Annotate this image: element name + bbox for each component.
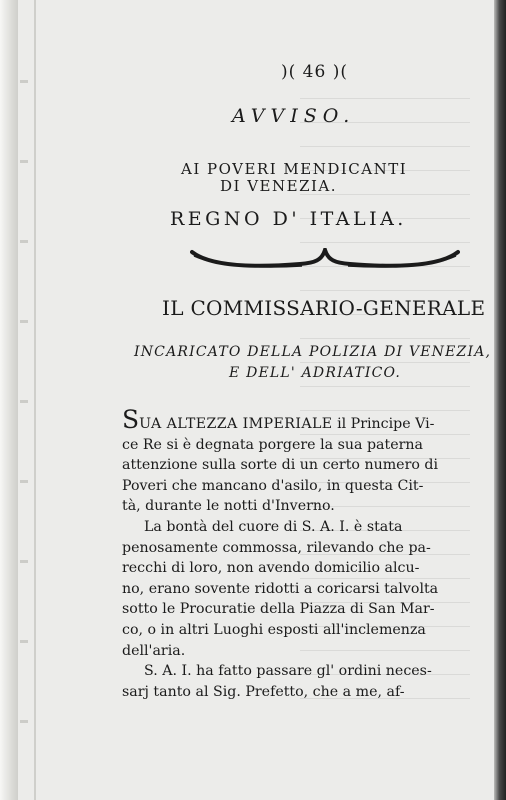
authority-heading: IL COMMISSARIO-GENERALE	[162, 296, 486, 320]
paragraph-3-line-2: sarj tanto al Sig. Prefetto, che a me, af-	[122, 683, 405, 700]
paragraph-1-line-5: tà, durante le notti d'Inverno.	[122, 498, 335, 515]
notice-body	[122, 405, 462, 702]
authority-subtitle-line-1: INCARICATO DELLA POLIZIA DI VENEZIA,	[134, 344, 492, 360]
addressee-line-2: DI VENEZIA.	[220, 177, 338, 195]
ornament-brace-icon	[190, 248, 460, 272]
notice-title: AVVISO.	[232, 105, 356, 127]
authority-subtitle-line-2: E DELL' ADRIATICO.	[229, 365, 402, 381]
paragraph-2-line-5: sotto le Procuratie della Piazza di San Mar-	[122, 601, 435, 618]
paragraph-1-line-4: Poveri che mancano d'asilo, in questa Cit-	[122, 477, 424, 494]
title-of-honor: UA ALTEZZA IMPERIALE	[139, 416, 333, 432]
paragraph-1-line-1	[122, 405, 462, 435]
paragraph-1-line-1-rest: il Principe Vi-	[332, 416, 435, 432]
paragraph-2-line-3: recchi di loro, non avendo domicilio alcu-	[122, 560, 420, 577]
page-right-edge	[494, 0, 506, 800]
paragraph-2-line-7: dell'aria.	[122, 642, 186, 659]
kingdom-heading: REGNO D' ITALIA.	[170, 208, 407, 230]
gutter-line	[34, 0, 36, 800]
binding-marks	[20, 40, 28, 760]
dropcap: S	[122, 405, 140, 434]
paragraph-2-line-6: co, o in altri Luoghi esposti all'inclemenza	[122, 621, 426, 638]
paragraph-2-line-1: La bontà del cuore di S. A. I. è stata	[144, 518, 403, 535]
addressee-line-1: AI POVERI MENDICANTI	[181, 160, 408, 178]
page-left-edge	[0, 0, 18, 800]
paragraph-2-line-2: penosamente commossa, rilevando che pa-	[122, 539, 431, 556]
paragraph-3-line-1: S. A. I. ha fatto passare gl' ordini neces-	[144, 663, 432, 680]
paragraph-1-line-3: attenzione sulla sorte di un certo numero di	[122, 457, 439, 474]
paragraph-2-line-4: no, erano sovente ridotti a coricarsi talvolta	[122, 580, 439, 597]
paragraph-1-line-2: ce Re si è degnata porgere la sua paterna	[122, 436, 423, 453]
page-number: )( 46 )(	[281, 62, 348, 82]
